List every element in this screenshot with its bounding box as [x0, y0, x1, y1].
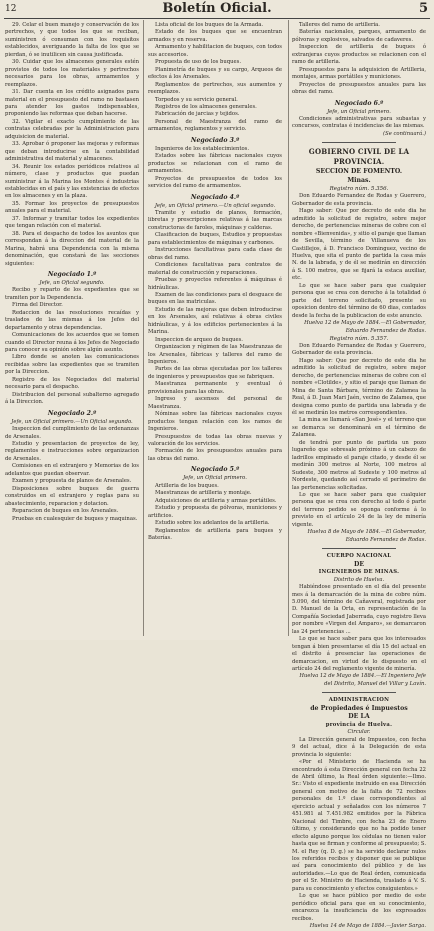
paragraph: de tendrá por punto de partida un pozo lugareño que sobresale próximo á un cabezo de ladrillos empinado el paraje citado, y desde él se medirán 300 metros al Norte, 100 metros al Sudeste, 300 metros al Sudeste y 100 metros al Nordeste, quedando así cerrado el perímetro de las pertenencias solicitadas.	[292, 439, 426, 491]
staff-line: Jefe, un Oficial primero.	[327, 108, 391, 115]
registry-number: Registro núm. 5.357.	[329, 335, 389, 342]
column-separator	[143, 20, 144, 636]
paragraph: 35. Formar los proyectos de presupuestos anuales para el material.	[5, 200, 139, 215]
paragraph: Partes de las obras ejecutadas por los talleres de ingenieros y presupuestos que se fabriquen.	[148, 366, 282, 380]
section-divider	[322, 692, 396, 693]
paragraph: 29. Celar el buen manejo y conservación de los pertrechos, y que todos los que se reciban, suministren ó consuman con los requisitos establecidos, averiguando la falta de los que se pierdan, ó se inutilicen sin causa justificada.	[5, 22, 139, 58]
column-2	[148, 22, 282, 634]
section-heading: CUERPO NACIONAL	[326, 553, 392, 560]
paragraph: Estado de los buques que se encuentran armados y en reserva.	[148, 29, 282, 43]
paragraph: Instrucciones facultativas para cada clase de obras del ramo.	[148, 247, 282, 261]
paragraph: Firma del Director.	[12, 302, 63, 309]
section-heading: provincia de Huelva.	[325, 721, 393, 728]
paragraph: Inspeccion del cumplimiento de las ordenanzas de Arsenales.	[5, 426, 139, 440]
paragraph: Nóminas sobre las fábricas nacionales cuyos productos tengan relación con los ramos de Ingenieros.	[148, 411, 282, 433]
paragraph: Planimetría de buques y su cargo, Arqueos de efectos á los Arsenales.	[148, 66, 282, 81]
negociado-heading: Negociado 6.º	[334, 99, 384, 107]
paragraph: Fabricación de jarcias y tejidos.	[155, 111, 240, 118]
staff-line: Distrito de Huelva.	[333, 576, 385, 583]
paragraph: Lo que se hace saber para que cualquier persona que se crea con derecho al todo ó parte del terreno pedido se oponga conforme á lo previsto en el artículo 24 de la ley de minería vigente.	[292, 492, 426, 528]
negociado-heading: Negociado 2.º	[47, 409, 97, 417]
paragraph: Artilleria de los buques.	[155, 482, 219, 489]
page-number-left: 12	[5, 4, 17, 14]
paragraph: Hago saber: Que por decreto de este dia he admitido la solicitud de registro, sobre mejor derecho, de pertenencias mineras de cobre con el nombre «Clotilde», y sitio el paraje que llaman de Mina de Santa Bárbara, término de Zalamea la Real, á D. Juan Mari Jaén, vecino de Zalamea, que designa como punto de partida una labrada y de él se medirán los metros correspondientes.	[292, 357, 426, 417]
negociado-heading: Negociado 1.º	[47, 270, 97, 278]
paragraph: Registro de los Negociados del material necesario para el despacho.	[5, 376, 139, 391]
paragraph: 31. Dar cuenta en los crédito asignados para material en el presupuesto del ramo no bastasen para atender los gastos indispensables, proponiendo las reformas que deban hacerse.	[5, 89, 139, 118]
page-number-right: 5	[418, 1, 428, 16]
paragraph: Examen de las condiciones para el desguace de buques en las matriculas.	[148, 291, 282, 306]
signature-line: Huelva 12 de Mayo de 1884.—El Ingeniero Jefe del Distrito, Manuel del Villar y Lavín.	[299, 673, 426, 687]
paragraph: Lo que se hace saber para que cualquier persona que se crea con derecho á la totalidad ó parte del terreno solicitado, presente su oposicion dentro del término de 60 dias, contados desde la fecha de la publicacion de este anuncio.	[292, 282, 426, 319]
paragraph: Don Eduardo Fernandez de Rodas y Guerrero, Gobernador de esta provincia.	[292, 342, 426, 357]
section-heading: INGENIEROS DE MINAS.	[318, 569, 400, 576]
paragraph: Adquisiciones de artilleria y armas portátiles.	[155, 497, 277, 504]
paragraph: Libro donde se anoten las comunicaciones recibidas sobre las expedientes que se tramiten por la Direccion.	[5, 354, 139, 376]
registry-number: Registro núm. 5.356.	[329, 186, 389, 193]
paragraph: «Por el Ministerio de Hacienda se ha encontrado á esta Dirección general con fecha 22 de Abril último, la Real órden siguiente:—Ilmo. Sr.: Visto el expediente instruido en esa Dirección general con motivo de la falta de 72 recibos personales de 1.º clase correspondientes al ejercicio actual y señalados con los números 7 451.981 al 7.451.982 emitidos por la Fábrica Nacional del Timbre, con fecha 23 de Enero último, y considerando que no ha podido tener efecto alguno porque los cédulas no tienen valor hasta que se firman y conforme al presupuesto; S. M. el Rey (q. D. g.) se ha servido declarar nulos los referidos recibos y disponer que se publique así para conocimiento del público y de las autoridades.—Lo que de Real órden, comunicada por el Sr. Ministro de Hacienda, traslado á V. S. para su conocimiento y efectos consiguientes.»	[292, 759, 426, 892]
paragraph: Presupuestos para la adquisicion de Artilleria, montajes, armas portátiles y municiones.	[292, 66, 426, 81]
paragraph: Ingenieros de los establecimientos.	[155, 145, 250, 152]
signature-line: (Se continuará.)	[383, 130, 426, 137]
paragraph: Baterías nacionales, parques, armamento de pólvoras y explosivos, salvados de cadaveres.	[292, 29, 426, 43]
paragraph: Comunicaciones de los acuerdos que se tomen cuando el Director reuna á los Jefes de Negociado para conocer su opinión sobre algún asunto.	[5, 332, 139, 354]
paragraph: Presupuestos de todas las obras nuevas y valoración de los servicios.	[148, 433, 282, 448]
negociado-heading: Negociado 3.º	[190, 136, 240, 144]
paragraph: 34. Reunir los estados periódicos relativos al número, clase y productos que puedan suministrar á la Marina los Montes é industrias establecidas en el país y las existencias de efectos en los almacenes y en la plaza.	[5, 163, 139, 200]
paragraph: 30. Cuidar que los almacenes generales estén provistos de todos los materiales y pertrechos necesarios para los obras, armamentos y reemplazos.	[5, 59, 139, 88]
paragraph: 32. Vigilar el exacto cumplimiento de las contratas celebradas por la Administracion para adquisicion de material.	[5, 118, 139, 140]
paragraph: Tramite y estudio de planos, formación, libretas y prescripciones relativas á las marcas constructoras de faroles, máquinas y calderas.	[148, 209, 282, 231]
paragraph: Comisiones en el extranjero y Memorias de los adelantos que puedan observar.	[5, 463, 139, 477]
paragraph: Pruebas y proyectos referentes á máquinas é hidráulicas.	[148, 277, 282, 291]
paragraph: Estudio y presentacion de proyectos de ley, reglamentos e instrucciones sobre organizacion de Arsenales.	[5, 441, 139, 462]
paragraph: Lo que se hace público por medio de este periódico oficial para que en su conocimiento, encarezca la insuficiencia de los expresados recibos.	[292, 893, 426, 922]
staff-line: Jefe, un Oficial primero.—Un Oficial segundo.	[11, 418, 133, 425]
paragraph: 38. Para el despacho de todos los asuntos que correspondan á la direccion del material de la Marina, habrá una Dependencia con la misma denominación, que constará de las secciones siguientes:	[5, 230, 139, 267]
paragraph: Hago saber: Que por decreto de este dia he admitido la solicitud de registro, sobre mejor derecho, de pertenencias mineras de cobre con el nombre «Bienvenida», y sitio el paraje que llaman de Sevilla, término de Villanueva de los Castillejos, á D. Francisco Dominguez, vecino de Huelva, que sita el punto de partida la casa más N. de la labrada, y de él se medirán en dirección á S. 100 metros, que se fijará la estaca auxiliar, etc.	[292, 208, 426, 282]
staff-line: Jefe, un Oficial segundo.	[39, 279, 105, 286]
paragraph: La mina se llamará «San José» y el terreno que se demarca se denominará en el término de Zalamea.	[292, 417, 426, 439]
paragraph: 37. Informar y tramitar todos los expedientes que tengan relación con el material.	[5, 215, 139, 230]
paragraph: 33. Aprobar ó proponer las mejoras y reformas que deban introducirse en la contabilidad administrativa del material y almacenes.	[5, 141, 139, 163]
column-1	[5, 22, 139, 634]
column-separator	[288, 20, 289, 636]
paragraph: Torpedos y su servicio general.	[155, 96, 238, 103]
paragraph: Estudio y propuesta de pólvoras, municiones y artificios.	[148, 505, 282, 519]
paragraph: Condiciones facultativas para contratos de material de construcción y reparaciones.	[148, 262, 282, 276]
section-divider	[322, 548, 396, 549]
section-heading: GOBIERNO CIVIL DE LA PROVINCIA.	[308, 147, 410, 167]
paragraph: Disposiciones sobre buques de guerra construidos en el extranjero y reglas para su abastecimiento, reparacion y dotacion.	[5, 485, 139, 507]
paragraph: Inspeccion de arqueo de buques.	[155, 336, 243, 343]
paragraph: Habiéndose presentado en el día del presente mes á la demarcación de la mina de cobre núm. 5.090, del término de Cañaveral, registrada por D. Manuel de la Orta, en representación de la Compañía Sociedad Jaberrada, cuyo registro lleva por nombre «Virgen del Amparo», se demarcaron las 24 pertenencias ...	[292, 584, 426, 635]
paragraph: Examen y propuesta de planos de Arsenales.	[12, 478, 132, 485]
signature-line: Huelva 8 de Mayo de 1884.—El Gobernador, Eduardo Fernandez de Rodas.	[307, 529, 426, 543]
section-subheading: DE	[353, 560, 365, 568]
paragraph: Propuesta de uso de los buques.	[155, 59, 241, 66]
paragraph: Ingreso y ascensos del personal de Maestranza.	[148, 396, 282, 410]
paragraph: Estudio de las mejoras que deben introducirse en los Arsenales, así relativas á obras civiles hidráulicas, y á los edificios pertenecientes á la Marina.	[148, 306, 282, 336]
paragraph: Reglamentos de artilleria para buques y Baterías.	[148, 527, 282, 541]
paragraph: Personal de Maestranza del ramo de armamentos, reglamentos y servicio.	[148, 118, 282, 133]
paragraph: Maestranza permanente y eventual ó provisionales para las obras.	[148, 381, 282, 395]
negociado-heading: Negociado 5.º	[190, 466, 240, 474]
paragraph: Redaccion de las resoluciones recaídas y traslados de las mismas á los Jefes del departamento y otras dependencias.	[5, 309, 139, 331]
signature-line: Huelva 12 de Mayo de 1884.—El Gobernador, Eduardo Fernandez de Rodas.	[304, 320, 426, 334]
paragraph: Recibo y reparto de los expedientes que se tramiten por la Dependencia.	[5, 287, 139, 301]
paragraph: Don Eduardo Fernandez de Rodas y Guerrero, Gobernador de esta provincia.	[292, 193, 426, 207]
section-subheading: Minas.	[347, 177, 371, 185]
section-subheading: SECCION DE FOMENTO.	[315, 168, 403, 176]
section-subheading: de Propiedades é Impuestos	[310, 704, 408, 712]
section-heading: ADMINISTRACION	[328, 697, 390, 704]
paragraph: Registros de los almacenes generales.	[155, 103, 257, 110]
staff-line: Jefe, un Oficial primero.	[183, 475, 247, 482]
section-divider	[322, 142, 396, 143]
paragraph: Proyectos de presupuestos de todos los servicios del ramo de armamentos.	[148, 175, 282, 190]
paragraph: Formación de los presupuestos anuales para las obras del ramo.	[148, 448, 282, 462]
paragraph: Reglamentos de pertrechos, sus aumentos y reemplazos.	[148, 81, 282, 96]
gazette-title: Boletín Oficial.	[162, 1, 272, 16]
paragraph: Clasificacion de buques, Estudios y propuestas para establecimientos de máquinas y carbones.	[148, 232, 282, 246]
section-subheading: DE LA	[348, 713, 370, 721]
paragraph: Pruebas en cualesquier de buques y maquinas.	[12, 515, 138, 522]
paragraph: Armamento y habilitacion de buques, con todos sus accesorios.	[148, 44, 282, 58]
negociado-heading: Negociado 4.º	[190, 193, 240, 201]
paragraph: Reparacion de buques en los Arsenales.	[12, 508, 119, 515]
paragraph: Distribucion del personal subalterno agregado á la Direccion.	[5, 391, 139, 406]
staff-line: Jefe, un Oficial primero.—Un oficial segundo.	[154, 202, 276, 209]
paragraph: Organizacion y régimen de las Maestranzas de los Arsenales, fábricas y talleres del ramo de Ingenieros.	[148, 344, 282, 366]
paragraph: Proyectos de presupuestos anuales para las obras del ramo.	[292, 81, 426, 96]
paragraph: Lo que se hace saber para que los interesados tengan á bien presentarse el día 15 del actual en el distrito á presenciar las operaciones de demarcacion, en virtud de lo dispuesto en el artículo 24 del reglamento vigente de minería.	[292, 636, 426, 673]
paragraph: Talleres del ramo de artilleria.	[299, 22, 380, 28]
paragraph: Estudio sobre los adelantos de la artilleria.	[155, 520, 270, 527]
header-rule	[4, 18, 430, 19]
paragraph: Lista oficial de los buques de la Armada.	[155, 22, 264, 28]
staff-line: Circular.	[347, 729, 371, 736]
column-3	[292, 22, 426, 930]
signature-line: Huelva 14 de Mayo de 1884.—Javier Sarga.	[309, 923, 426, 930]
paragraph: Estados sobre las fábricas nacionales cuyos productos se relacionan con el ramo de armamentos.	[148, 153, 282, 175]
paragraph: Condiciones administrativas para subastas y concursos, contratas é incidencias de las mismas.	[292, 115, 426, 130]
paragraph: Inspeccion de artilleria de buques ó extranjeras cuyos productos se relacionen con el ramo de artilleria.	[292, 44, 426, 66]
page-header	[0, 0, 434, 18]
paragraph: Maestranzas de artilleria y montaje.	[155, 490, 252, 497]
paragraph: La Dirección general de Impuestos, con fecha 9 del actual, dice á la Delegación de esta provincia lo siguiente:	[292, 736, 426, 758]
